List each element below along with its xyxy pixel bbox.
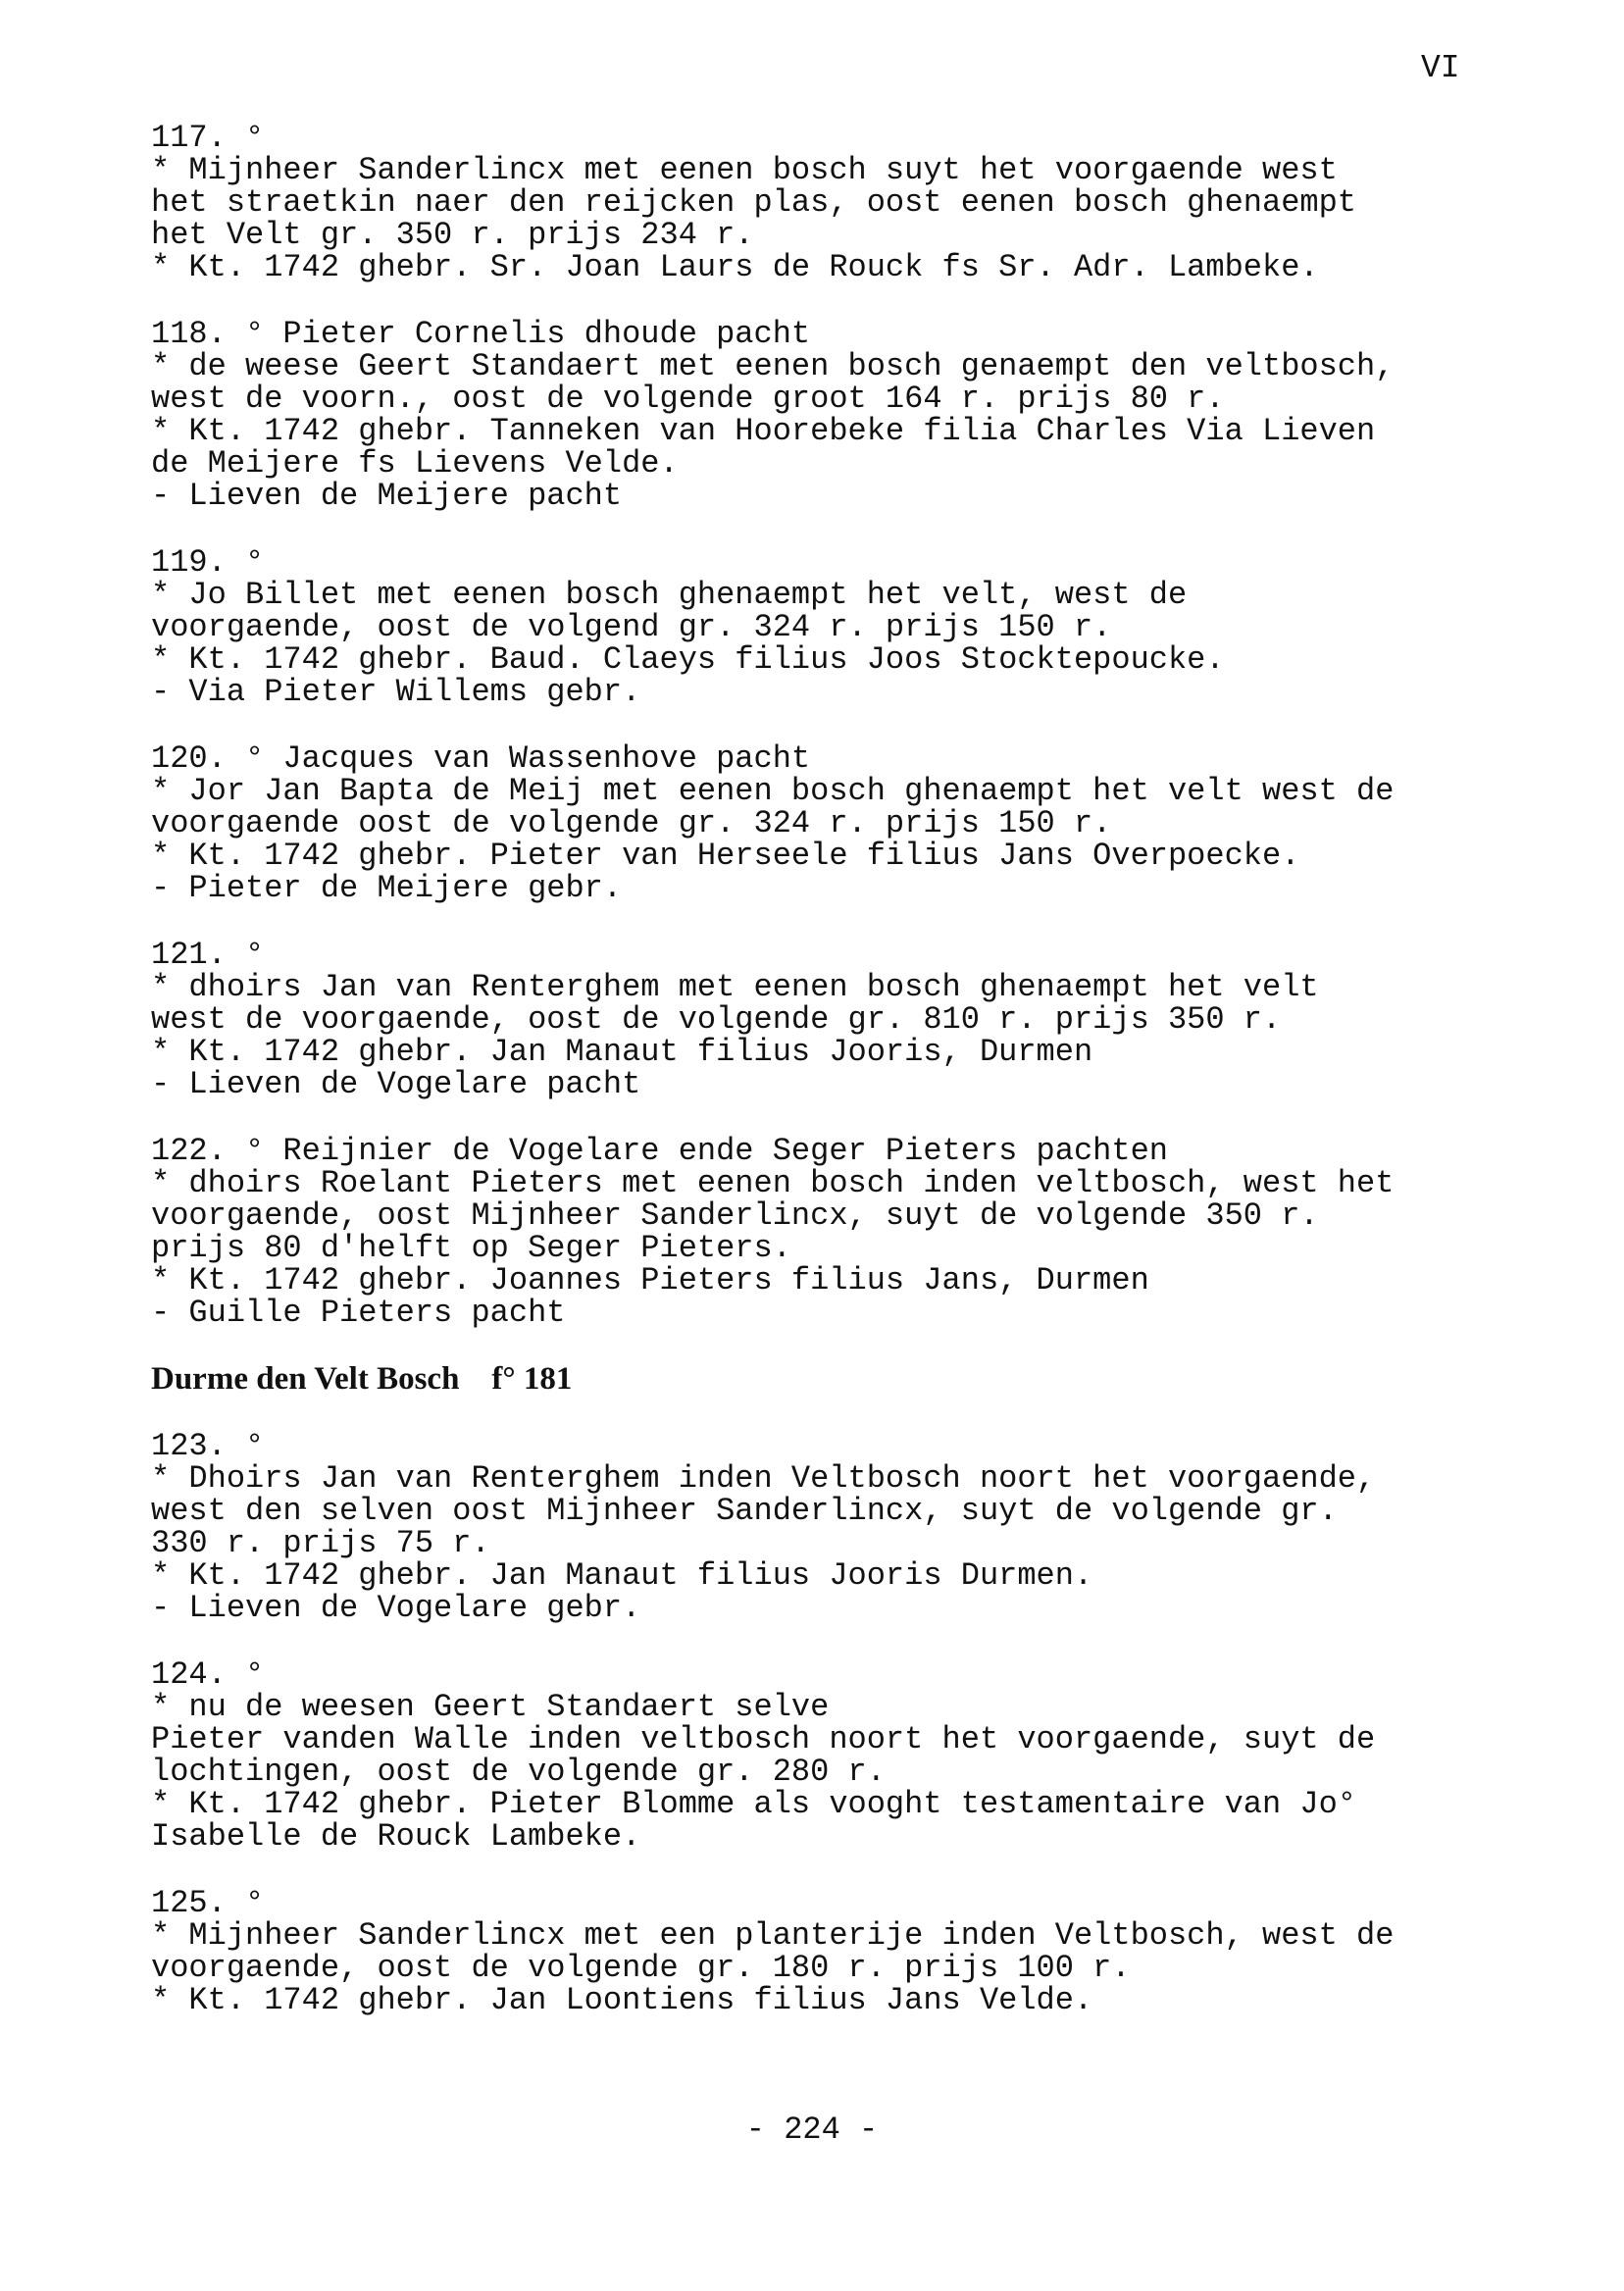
document-body — [151, 122, 1463, 2051]
entry-line: * Kt. 1742 ghebr. Baud. Claeys filius Joos Stocktepoucke. — [151, 641, 1225, 678]
entry-number: 125. ° — [151, 1885, 265, 1921]
entry-line: - Guille Pieters pacht — [151, 1295, 566, 1331]
entry-line: * Kt. 1742 ghebr. Joannes Pieters filius Jans, Durmen — [151, 1262, 1149, 1298]
entry-line: west den selven oost Mijnheer Sanderlincx, suyt de volgende gr. — [151, 1493, 1338, 1529]
entry-line: * Mijnheer Sanderlincx met een planterije inden Veltbosch, west de — [151, 1917, 1395, 1954]
entry-line: * Kt. 1742 ghebr. Jan Manaut filius Jooris, Durmen — [151, 1034, 1093, 1070]
entry-line: 330 r. prijs 75 r. — [151, 1525, 490, 1561]
entry-line: * Kt. 1742 ghebr. Pieter van Herseele filius Jans Overpoecke. — [151, 838, 1300, 874]
entry-line: * Kt. 1742 ghebr. Sr. Joan Laurs de Rouck fs Sr. Adr. Lambeke. — [151, 249, 1319, 285]
page-roman-numeral: VI — [1421, 50, 1460, 86]
entry-line: Pieter vanden Walle inden veltbosch noort het voorgaende, suyt de — [151, 1721, 1376, 1757]
entry-number: 117. ° — [151, 120, 265, 156]
entry-line: * de weese Geert Standaert met eenen bosch genaempt den veltbosch, — [151, 348, 1395, 384]
entry — [151, 742, 1463, 904]
entry-line: * Kt. 1742 ghebr. Tanneken van Hoorebeke filia Charles Via Lieven — [151, 413, 1376, 449]
entry-line: voorgaende oost de volgende gr. 324 r. prijs 150 r. — [151, 805, 1112, 841]
entry-line: * Kt. 1742 ghebr. Jan Manaut filius Jooris Durmen. — [151, 1557, 1093, 1594]
entry-line: de Meijere fs Lievens Velde. — [151, 445, 679, 482]
entry — [151, 939, 1463, 1100]
entry-line: voorgaende, oost Mijnheer Sanderlincx, suyt de volgende 350 r. — [151, 1197, 1319, 1234]
section-heading: Durme den Velt Bosch f° 181 — [151, 1361, 573, 1397]
entry-line: west de voorn., oost de volgende groot 164 r. prijs 80 r. — [151, 381, 1225, 417]
entry-line: west de voorgaende, oost de volgende gr. 810 r. prijs 350 r. — [151, 1001, 1282, 1038]
entry — [151, 318, 1463, 512]
entry-line: - Lieven de Vogelare pacht — [151, 1066, 641, 1102]
entry-number: 121. ° — [151, 937, 265, 973]
entry-number: 122. ° Reijnier de Vogelare ende Seger Pieters pachten — [151, 1133, 1168, 1169]
entry — [151, 122, 1463, 283]
entry-number: 120. ° Jacques van Wassenhove pacht — [151, 740, 811, 777]
entry-line: * Jo Billet met eenen bosch ghenaempt het velt, west de — [151, 577, 1188, 613]
entry-line: * dhoirs Roelant Pieters met eenen bosch inden veltbosch, west het — [151, 1165, 1395, 1201]
entries-list-before — [151, 122, 1463, 1329]
entry — [151, 1658, 1463, 1853]
entry-line: * Mijnheer Sanderlincx met eenen bosch suyt het voorgaende west — [151, 152, 1338, 188]
entry-line: * Jor Jan Bapta de Meij met eenen bosch ghenaempt het velt west de — [151, 773, 1395, 809]
entry-line: Isabelle de Rouck Lambeke. — [151, 1818, 641, 1855]
entry-line: * Kt. 1742 ghebr. Pieter Blomme als vooght testamentaire van Jo° — [151, 1786, 1356, 1822]
entry-line: * Kt. 1742 ghebr. Jan Loontiens filius Jans Velde. — [151, 1982, 1093, 2018]
entry — [151, 1135, 1463, 1329]
entry-line: voorgaende, oost de volgende gr. 180 r. prijs 100 r. — [151, 1950, 1131, 1986]
entry-number: 119. ° — [151, 544, 265, 581]
entries-list-after — [151, 1430, 1463, 2016]
entry-number: 123. ° — [151, 1428, 265, 1464]
entry-line: - Pieter de Meijere gebr. — [151, 870, 623, 906]
entry-line: prijs 80 d'helft op Seger Pieters. — [151, 1230, 791, 1266]
entry-line: - Lieven de Vogelare gebr. — [151, 1590, 641, 1626]
page-number: - 224 - — [745, 2112, 879, 2148]
entry-line: het Velt gr. 350 r. prijs 234 r. — [151, 217, 754, 253]
entry-line: het straetkin naer den reijcken plas, oost eenen bosch ghenaempt — [151, 184, 1356, 221]
entry-number: 118. ° Pieter Cornelis dhoude pacht — [151, 316, 811, 352]
entry-line: lochtingen, oost de volgende gr. 280 r. — [151, 1754, 886, 1790]
entry-line: * nu de weesen Geert Standaert selve — [151, 1689, 830, 1725]
entry — [151, 1430, 1463, 1624]
entry-number: 124. ° — [151, 1656, 265, 1693]
entry — [151, 1887, 1463, 2016]
entry-line: voorgaende, oost de volgend gr. 324 r. prijs 150 r. — [151, 609, 1112, 645]
entry-line: * dhoirs Jan van Renterghem met eenen bosch ghenaempt het velt — [151, 969, 1319, 1005]
entry-line: * Dhoirs Jan van Renterghem inden Veltbosch noort het voorgaende, — [151, 1460, 1376, 1497]
entry — [151, 546, 1463, 708]
entry-line: - Via Pieter Willems gebr. — [151, 674, 641, 710]
entry-line: - Lieven de Meijere pacht — [151, 478, 623, 514]
